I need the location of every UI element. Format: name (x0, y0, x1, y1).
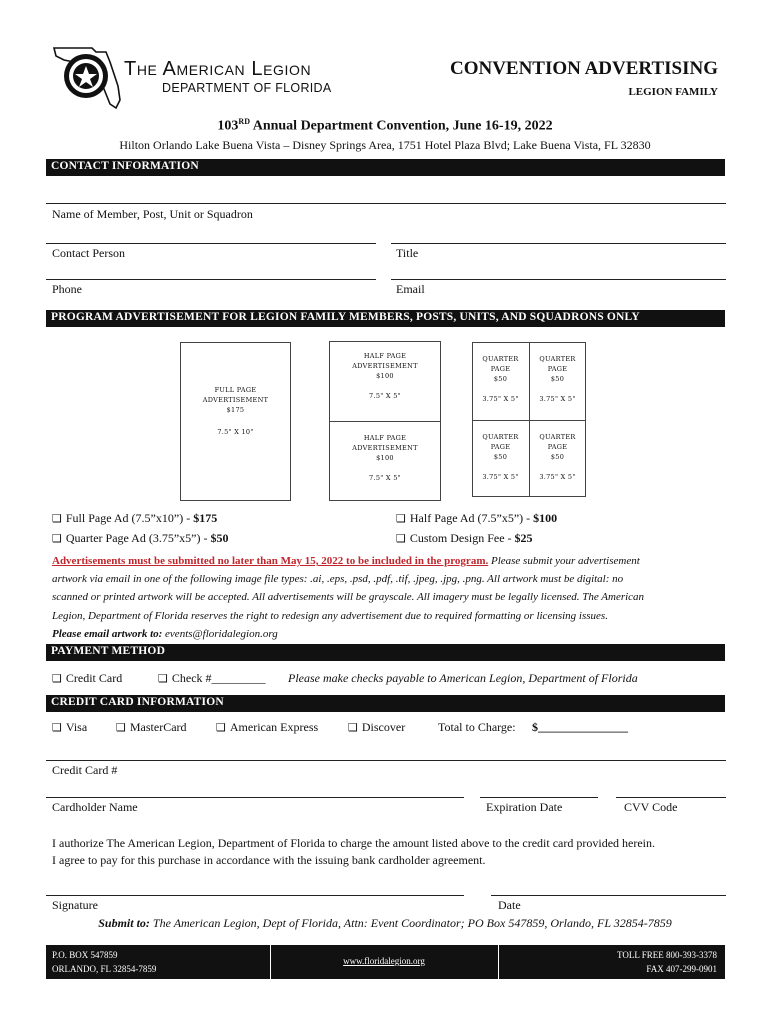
date-label: Date (498, 898, 521, 912)
contact-person-field[interactable] (46, 243, 376, 244)
card-number-field[interactable] (46, 760, 726, 761)
page-subtitle: LEGION FAMILY (628, 86, 718, 98)
custom-design-option[interactable] (396, 531, 533, 546)
cardholder-field[interactable] (46, 797, 464, 798)
date-field[interactable] (491, 895, 726, 896)
q-br-line2: PAGE (547, 443, 568, 451)
footer-tollfree: TOLL FREE 800-393-3378 (617, 950, 717, 960)
phone-field[interactable] (46, 279, 376, 280)
instructions (52, 552, 732, 643)
quarter-page-option[interactable] (52, 531, 229, 546)
cvv-label: CVV Code (624, 800, 678, 814)
q-bl-price: $50 (493, 453, 508, 461)
contact-bar: CONTACT INFORMATION (46, 159, 725, 176)
q-bl-size: 3.75" X 5" (482, 473, 519, 481)
half-page-option-text: Half Page Ad (7.5”x5”) - (409, 511, 534, 525)
title-field[interactable] (391, 243, 726, 244)
footer-fax: FAX 407-299-0901 (646, 964, 717, 974)
org-department: DEPARTMENT OF FLORIDA (162, 81, 332, 95)
page-title: CONVENTION ADVERTISING (449, 58, 718, 79)
artwork-email[interactable]: events@floridalegion.org (162, 627, 278, 640)
submit-address: The American Legion, Dept of Florida, Attn: Event Coordinator; PO Box 547859, Orlando, FL 32854-7859 (149, 916, 672, 930)
expiration-label: Expiration Date (486, 800, 563, 814)
credit-card-option[interactable] (52, 671, 122, 686)
total-label: Total to Charge: (438, 720, 516, 734)
checkbox-icon[interactable]: ❑ (116, 721, 126, 734)
q-tl-price: $50 (493, 375, 508, 383)
full-page-diagram (180, 342, 291, 501)
q-tr-price: $50 (550, 375, 565, 383)
half-page-option[interactable] (396, 511, 557, 526)
amex-text: American Express (229, 720, 319, 734)
venue: Hilton Orlando Lake Buena Vista – Disney Springs Area, 1751 Hotel Plaza Blvd; Lake Buena Vista, FL 32830 (119, 138, 651, 152)
email-field[interactable] (391, 279, 726, 280)
title-label: Title (396, 246, 419, 260)
payment-bar: PAYMENT METHOD (46, 644, 725, 661)
expiration-field[interactable] (480, 797, 598, 798)
amex-option[interactable] (216, 720, 318, 735)
instructions-line3: scanned or printed artwork will be accepted. All advertisements will be grayscale. All imagery must be legally licensed. The American (52, 591, 645, 604)
checkbox-icon[interactable]: ❑ (52, 721, 62, 734)
full-page-size: 7.5" X 10" (217, 428, 254, 436)
visa-text: Visa (65, 720, 88, 734)
q-br-size: 3.75" X 5" (539, 473, 576, 481)
check-note: Please make checks payable to American Legion, Department of Florida (288, 671, 638, 685)
half-bottom-line1: HALF PAGE (363, 434, 407, 442)
q-tl-size: 3.75" X 5" (482, 395, 519, 403)
full-page-option[interactable] (52, 511, 217, 526)
convention-text: Annual Department Convention, June 16-19, 2022 (249, 118, 553, 134)
member-name-field[interactable] (46, 203, 726, 204)
q-tl-line1: QUARTER (482, 355, 519, 363)
deadline-text: Advertisements must be submitted no later than May 15, 2022 to be included in the program. (52, 555, 489, 567)
half-top-line2: ADVERTISEMENT (352, 362, 418, 370)
checkbox-icon[interactable]: ❑ (348, 721, 358, 734)
q-br-price: $50 (550, 453, 565, 461)
authorization-line1: I authorize The American Legion, Department of Florida to charge the amount listed above to the credit card provided herein. (52, 836, 656, 850)
checkbox-icon[interactable]: ❑ (396, 532, 406, 545)
half-page-top (329, 351, 441, 401)
email-prefix: Please email artwork to: (52, 627, 163, 640)
total-field[interactable]: $_______________ (532, 720, 628, 734)
half-page-option-price: $100 (533, 511, 558, 525)
convention-suffix: RD (238, 117, 250, 126)
quarter-bottom-right (529, 432, 586, 482)
authorization-line2: I agree to pay for this purchase in accordance with the issuing bank cardholder agreement. (52, 853, 486, 867)
half-bottom-price: $100 (376, 454, 394, 462)
footer-po-box: P.O. BOX 547859 (52, 950, 118, 960)
submit-prefix: Submit to: (98, 916, 150, 930)
q-tr-line1: QUARTER (539, 355, 576, 363)
check-option-text: Check #_________ (171, 671, 266, 685)
checkbox-icon[interactable]: ❑ (396, 512, 406, 525)
quarter-top-left (472, 354, 529, 404)
credit-card-option-text: Credit Card (65, 671, 123, 685)
convention-number: 103 (217, 118, 239, 134)
full-page-option-text: Full Page Ad (7.5”x10”) - (65, 511, 194, 525)
discover-option[interactable] (348, 720, 405, 735)
full-page-option-price: $175 (193, 511, 218, 525)
org-name: The American Legion (124, 58, 312, 80)
half-bottom-size: 7.5" X 5" (369, 474, 401, 482)
custom-design-option-price: $25 (514, 531, 533, 545)
q-tr-size: 3.75" X 5" (539, 395, 576, 403)
footer-website[interactable]: www.floridalegion.org (343, 956, 425, 966)
signature-field[interactable] (46, 895, 464, 896)
q-tl-line2: PAGE (490, 365, 511, 373)
card-number-label: Credit Card # (52, 763, 118, 777)
full-page-line2: ADVERTISEMENT (202, 396, 269, 404)
half-page-divider (329, 421, 441, 422)
q-br-line1: QUARTER (539, 433, 576, 441)
quarter-page-option-price: $50 (210, 531, 229, 545)
cvv-field[interactable] (616, 797, 726, 798)
credit-card-bar: CREDIT CARD INFORMATION (46, 695, 725, 712)
visa-option[interactable] (52, 720, 87, 735)
instructions-line1: Please submit your advertisement (488, 555, 640, 567)
instructions-line4: Legion, Department of Florida reserves the right to redesign any advertisement due to required formatting or licensing issues. (52, 609, 608, 622)
custom-design-option-text: Custom Design Fee - (409, 531, 515, 545)
quarter-top-right (529, 354, 586, 404)
email-label: Email (396, 282, 425, 296)
half-top-size: 7.5" X 5" (369, 392, 401, 400)
check-option[interactable] (158, 671, 266, 686)
footer-city: ORLANDO, FL 32854-7859 (52, 964, 157, 974)
checkbox-icon[interactable]: ❑ (216, 721, 226, 734)
q-bl-line2: PAGE (490, 443, 511, 451)
phone-label: Phone (52, 282, 82, 296)
mastercard-text: MasterCard (129, 720, 187, 734)
checkbox-icon[interactable]: ❑ (52, 532, 62, 545)
member-name-label: Name of Member, Post, Unit or Squadron (52, 207, 253, 221)
q-bl-line1: QUARTER (482, 433, 519, 441)
full-page-price: $175 (226, 406, 245, 414)
footer (46, 945, 725, 979)
signature-label: Signature (52, 898, 98, 912)
quarter-bottom-left (472, 432, 529, 482)
q-tr-line2: PAGE (547, 365, 568, 373)
contact-person-label: Contact Person (52, 246, 125, 260)
full-page-line1: FULL PAGE (214, 386, 257, 394)
convention-heading (0, 117, 770, 135)
program-bar: PROGRAM ADVERTISEMENT FOR LEGION FAMILY MEMBERS, POSTS, UNITS, AND SQUADRONS ONLY (46, 310, 725, 327)
quarter-page-option-text: Quarter Page Ad (3.75”x5”) - (65, 531, 211, 545)
mastercard-option[interactable] (116, 720, 187, 735)
half-page-bottom (329, 433, 441, 483)
instructions-line2: artwork via email in one of the following image file types: .ai, .eps, .psd, .pdf, .tif, .jpeg, .jpg, .png. All artwork must be digital: no (52, 573, 624, 586)
checkbox-icon[interactable]: ❑ (52, 672, 62, 685)
cardholder-label: Cardholder Name (52, 800, 138, 814)
footer-divider-right (498, 945, 499, 979)
half-top-price: $100 (376, 372, 394, 380)
discover-text: Discover (361, 720, 406, 734)
submit-to (0, 916, 770, 931)
half-top-line1: HALF PAGE (363, 352, 407, 360)
checkbox-icon[interactable]: ❑ (52, 512, 62, 525)
legion-emblem-icon (62, 52, 110, 100)
half-bottom-line2: ADVERTISEMENT (352, 444, 418, 452)
checkbox-icon[interactable]: ❑ (158, 672, 168, 685)
